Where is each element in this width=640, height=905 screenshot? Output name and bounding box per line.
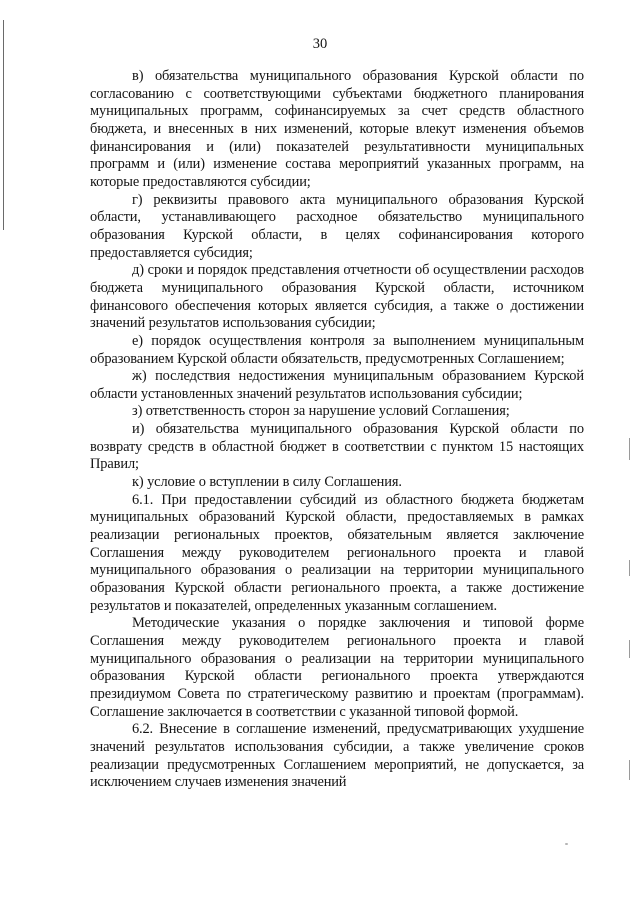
paragraph-v: в) обязательства муниципального образования Курской области по согласованию с соответствующими субъектами бюджетного планирования муниципальных программ, софинансируемых за счет средств областного бюджета, и внесенных в них изменений, которые влекут изменения объемов финансирования и (или) показателей результативности муниципальных программ и (или) изменение состава мероприятий указанных программ, на которые предоставляются субсидии; bbox=[90, 68, 584, 190]
scan-edge-mark bbox=[629, 438, 630, 460]
paragraph-e: е) порядок осуществления контроля за выполнением муниципальным образованием Курской области обязательств, предусмотренных Соглашением; bbox=[90, 332, 584, 367]
paragraph-z: з) ответственность сторон за нарушение условий Соглашения; bbox=[132, 403, 510, 420]
page-number: 30 bbox=[312, 36, 328, 52]
paragraph-i: и) обязательства муниципального образования Курской области по возврату средств в областной бюджет в соответствии с пунктом 15 настоящих Правил; bbox=[90, 421, 584, 473]
scan-edge-mark bbox=[629, 560, 630, 576]
scan-edge-mark bbox=[629, 640, 630, 658]
document-body bbox=[90, 68, 584, 792]
paragraph-zh: ж) последствия недостижения муниципальным образованием Курской области установленных значений результатов использования субсидии; bbox=[90, 368, 584, 402]
scan-edge-mark bbox=[629, 760, 630, 780]
paragraph-6-2: 6.2. Внесение в соглашение изменений, предусматривающих ухудшение значений результатов использования субсидии, а также увеличение сроков реализации предусмотренных Соглашением мероприятий, не допускается, за исключением случаев изменения значений bbox=[90, 721, 584, 791]
paragraph-guidelines: Методические указания о порядке заключения и типовой форме Соглашения между руководителем регионального проекта и главой муниципального образования о реализации на территории муниципального образования Курской области регионального проекта утверждаются президиумом Совета по стратегическому развитию и проектам (программам). Соглашение заключается в соответствии с указанной типовой формой. bbox=[90, 615, 584, 720]
paragraph-k: к) условие о вступлении в силу Соглашения. bbox=[132, 474, 402, 491]
paragraph-d: д) сроки и порядок представления отчетности об осуществлении расходов бюджета муниципального образования Курской области, источником финансового обеспечения которых является субсидия, а также о достижении значений результатов использования субсидии; bbox=[90, 262, 584, 332]
scan-speck bbox=[565, 843, 568, 845]
paragraph-g: г) реквизиты правового акта муниципального образования Курской области, устанавливающего расходное обязательство муниципального образования Курской области, в целях софинансирования которого предоставляется субсидия; bbox=[90, 191, 584, 261]
paragraph-6-1: 6.1. При предоставлении субсидий из областного бюджета бюджетам муниципальных образований Курской области, предоставляемых в рамках реализации региональных проектов, обязательным является заключение Соглашения между руководителем регионального проекта и главой муниципального образования о реализации на территории муниципального образования Курской области регионального проекта, а также достижение результатов и показателей, определенных указанным соглашением. bbox=[90, 491, 584, 614]
